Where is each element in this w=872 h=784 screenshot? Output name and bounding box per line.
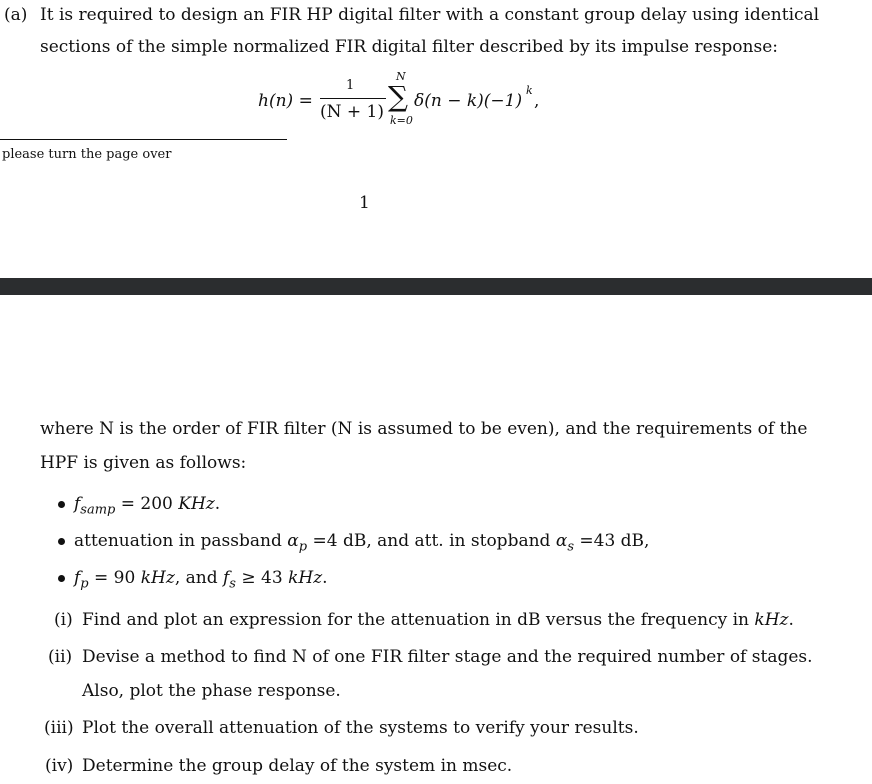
alpha-s-sub: s bbox=[567, 539, 574, 555]
item-label: (ii) bbox=[48, 647, 73, 667]
item-text: Plot the overall attenuation of the systems to verify your results. bbox=[82, 718, 639, 738]
item-text: Devise a method to find N of one FIR filter stage and the required number of stages. bbox=[82, 647, 813, 667]
item-unit: kHz bbox=[754, 610, 789, 630]
atten-text2: =4 dB, and att. in stopband bbox=[307, 531, 556, 551]
item-label: (iii) bbox=[44, 718, 74, 738]
item-text: Find and plot an expression for the attenuation in dB versus the frequency in bbox=[82, 610, 755, 630]
continuation-line1: where N is the order of FIR filter (N is assumed to be even), and the requirements of the bbox=[40, 419, 808, 439]
fs-var: f bbox=[223, 568, 230, 588]
equation-denominator: (N + 1) bbox=[320, 102, 385, 122]
alpha-p-sub: p bbox=[298, 539, 308, 555]
item-label: (iv) bbox=[45, 756, 74, 776]
alpha-p: α bbox=[287, 531, 299, 551]
item-text-continuation: Also, plot the phase response. bbox=[82, 681, 341, 701]
sum-lower-limit: k=0 bbox=[390, 114, 413, 127]
fs-value: ≥ 43 bbox=[235, 568, 289, 588]
continuation-line2: HPF is given as follows: bbox=[40, 453, 247, 473]
equation-exponent: k bbox=[526, 84, 533, 97]
fsamp-sub: samp bbox=[80, 502, 116, 518]
fs-unit: kHz bbox=[288, 568, 323, 588]
equation-lhs: h(n) = bbox=[258, 91, 313, 111]
page-number: 1 bbox=[359, 193, 370, 213]
atten-text3: =43 dB, bbox=[573, 531, 650, 551]
part-a-label: (a) bbox=[4, 5, 28, 25]
atten-text1: attenuation in passband bbox=[74, 531, 288, 551]
sum-symbol: ∑ bbox=[388, 80, 408, 113]
item-end: . bbox=[788, 610, 794, 630]
fsamp-value: = 200 bbox=[115, 494, 179, 514]
bullet-dot bbox=[58, 501, 65, 508]
fp-and: , and bbox=[174, 568, 223, 588]
fs-end: . bbox=[322, 568, 328, 588]
fsamp-end: . bbox=[214, 494, 221, 514]
fp-sub: p bbox=[80, 576, 89, 592]
footnote-separator bbox=[0, 139, 287, 140]
item-text: Determine the group delay of the system in msec. bbox=[82, 756, 513, 776]
part-a-line2: sections of the simple normalized FIR digital filter described by its impulse response: bbox=[40, 37, 778, 57]
fp-unit: kHz bbox=[140, 568, 175, 588]
part-a-line1: It is required to design an FIR HP digital filter with a constant group delay using identical bbox=[40, 5, 820, 25]
fsamp-unit: KHz bbox=[178, 494, 215, 514]
fs-sub: s bbox=[229, 576, 236, 592]
fp-value: = 90 bbox=[88, 568, 141, 588]
equation-comma: , bbox=[534, 91, 540, 111]
item-label: (i) bbox=[54, 610, 73, 630]
bullet-dot bbox=[58, 538, 65, 545]
alpha-s: α bbox=[555, 531, 568, 551]
equation-numerator: 1 bbox=[346, 78, 355, 93]
equation-body: δ(n − k)(−1) bbox=[414, 91, 523, 111]
fp-var: f bbox=[74, 568, 81, 588]
bullet-dot bbox=[58, 575, 65, 582]
sum-upper-limit: N bbox=[396, 70, 406, 83]
fsamp-var: f bbox=[74, 494, 81, 514]
page-break-bar bbox=[0, 278, 872, 295]
footnote-note: please turn the page over bbox=[2, 147, 172, 162]
fraction-bar bbox=[320, 98, 386, 99]
